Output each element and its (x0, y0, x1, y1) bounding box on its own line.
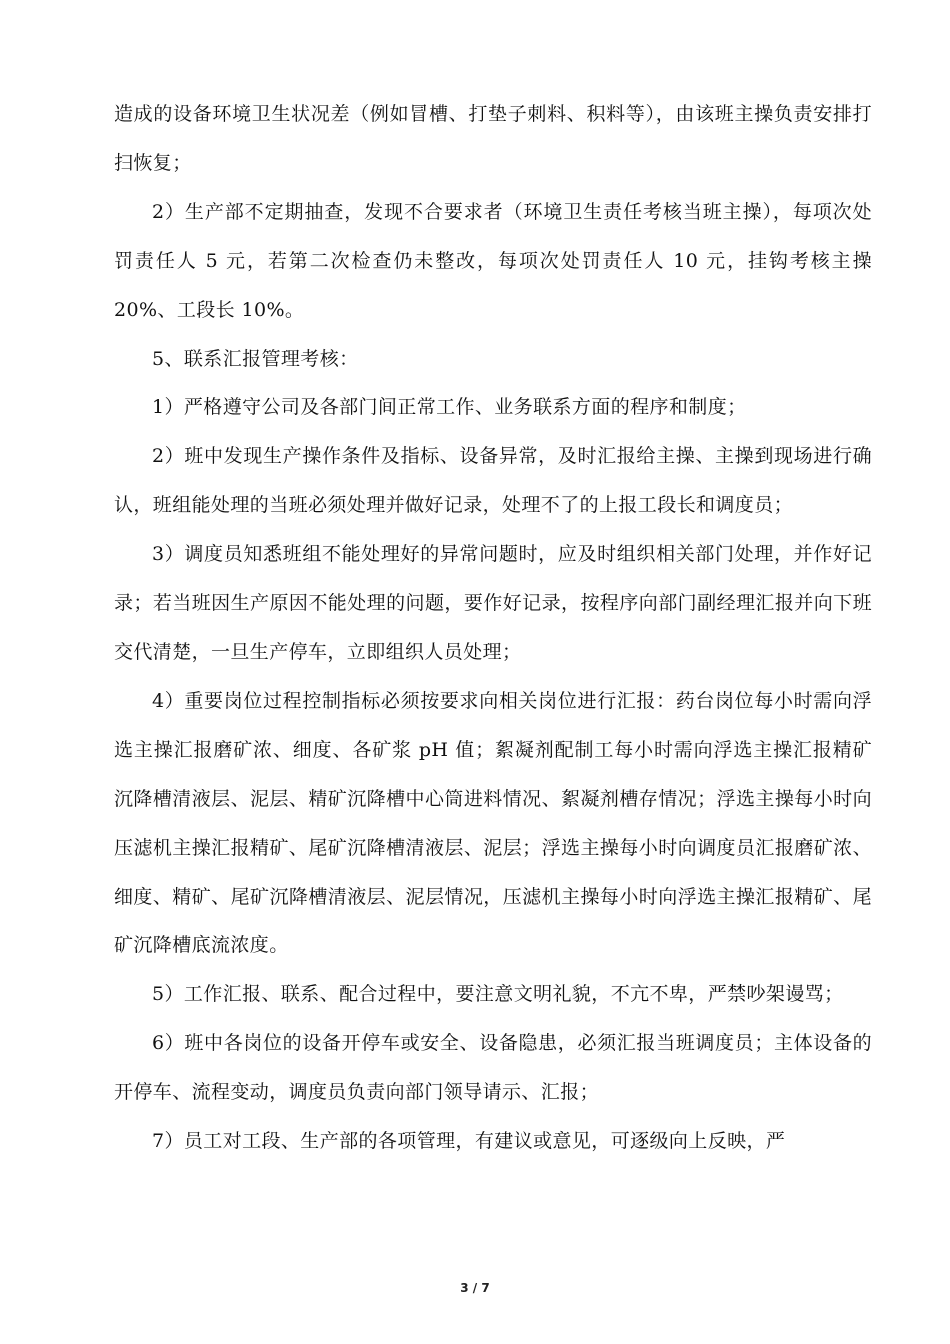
paragraph-item-7: 7）员工对工段、生产部的各项管理，有建议或意见，可逐级向上反映，严 (152, 1130, 786, 1153)
page-number: 3 / 7 (460, 1281, 490, 1295)
paragraph-item-5: 5）工作汇报、联系、配合过程中，要注意文明礼貌，不亢不卑，严禁吵架谩骂； (152, 983, 844, 1006)
paragraph-item-2-inspection: 2）生产部不定期抽查，发现不合要求者（环境卫生责任考核当班主操），每项次处罚责任人 5 元，若第二次检查仍未整改，每项次处罚责任人 10 元，挂钩考核主操 20%、工段长 10%。 (114, 200, 872, 321)
paragraph-item-6: 6）班中各岗位的设备开停车或安全、设备隐患，必须汇报当班调度员；主体设备的开停车、流程变动，调度员负责向部门领导请示、汇报； (114, 1032, 872, 1104)
paragraph-item-3: 3）调度员知悉班组不能处理好的异常问题时，应及时组织相关部门处理，并作好记录；若当班因生产原因不能处理的问题，要作好记录，按程序向部门副经理汇报并向下班交代清楚，一旦生产停车，立即组织人员处理； (114, 543, 872, 663)
paragraph-continuation: 造成的设备环境卫生状况差（例如冒槽、打垫子刺料、积料等），由该班主操负责安排打扫恢复； (114, 103, 872, 174)
document-body (114, 90, 872, 1166)
section-heading-reporting: 5、联系汇报管理考核： (152, 347, 359, 370)
paragraph-item-2: 2）班中发现生产操作条件及指标、设备异常，及时汇报给主操、主操到现场进行确认，班组能处理的当班必须处理并做好记录，处理不了的上报工段长和调度员； (114, 445, 872, 517)
paragraph-item-1: 1）严格遵守公司及各部门间正常工作、业务联系方面的程序和制度； (152, 396, 747, 419)
paragraph-item-4: 4）重要岗位过程控制指标必须按要求向相关岗位进行汇报：药台岗位每小时需向浮选主操汇报磨矿浓、细度、各矿浆 pH 值；絮凝剂配制工每小时需向浮选主操汇报精矿沉降槽清液层、泥层、精矿沉降槽中心筒进料情况、絮凝剂槽存情况；浮选主操每小时向压滤机主操汇报精矿、尾矿沉降槽清液层、泥层；浮选主操每小时向调度员汇报磨矿浓、细度、精矿、尾矿沉降槽清液层、泥层情况，压滤机主操每小时向浮选主操汇报精矿、尾矿沉降槽底流浓度。 (114, 689, 872, 957)
